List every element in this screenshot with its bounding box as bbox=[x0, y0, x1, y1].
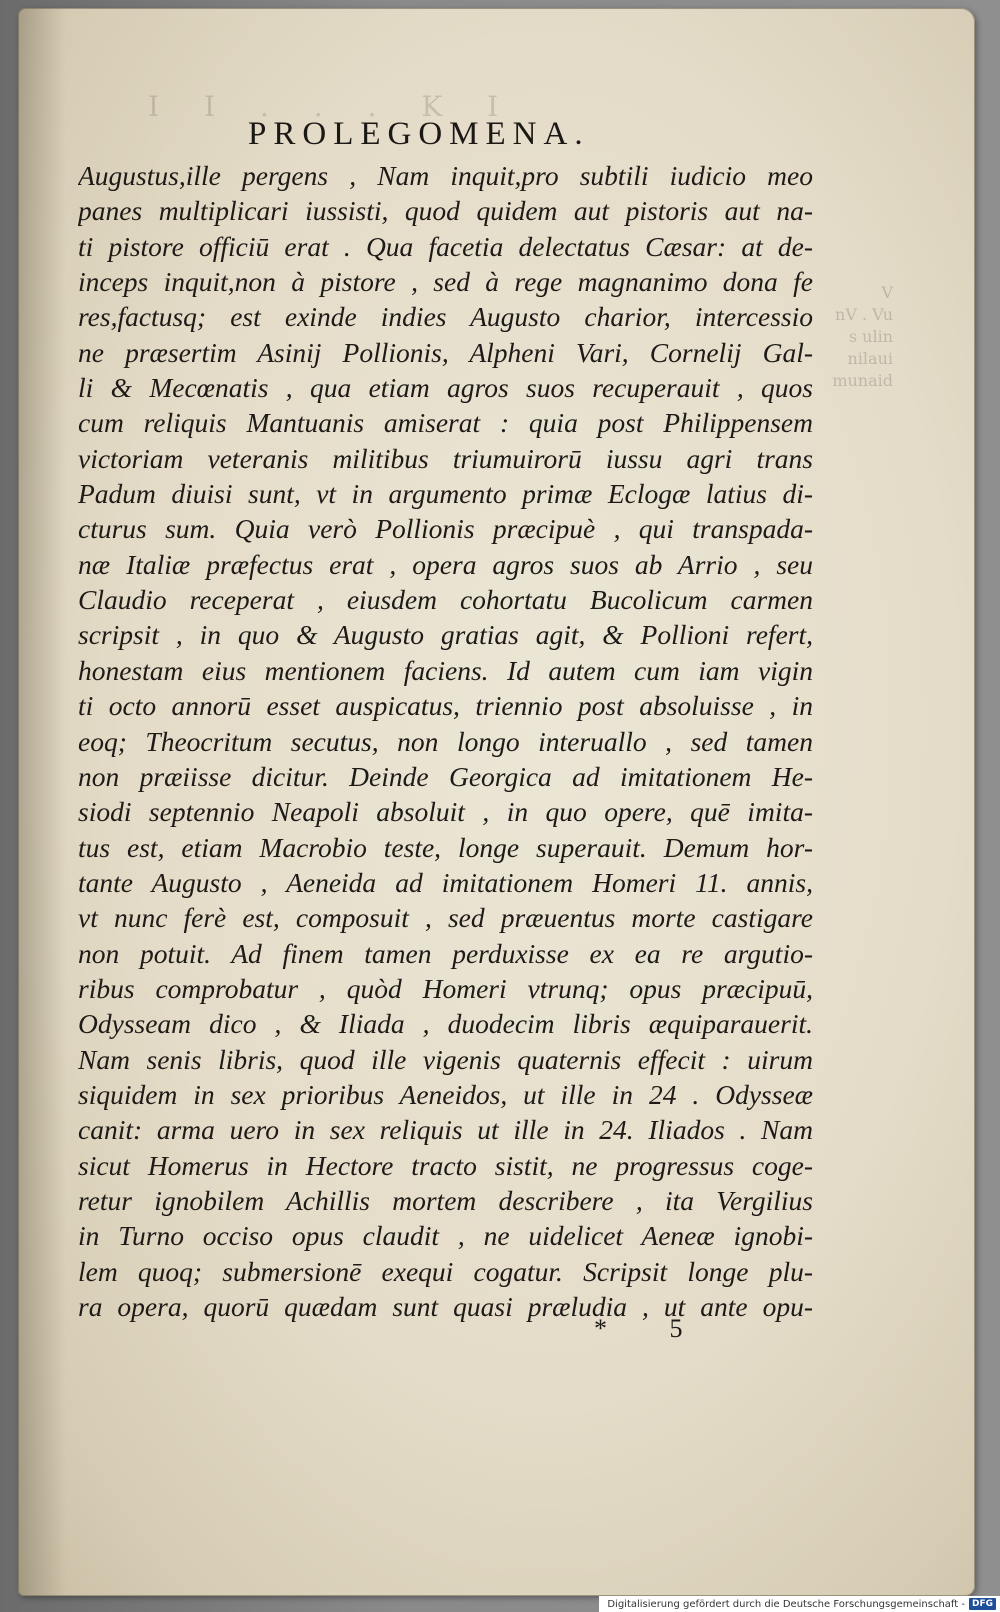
text-line: canit: arma uero in sex reliquis ut ille in 24. Iliados . Nam bbox=[78, 1114, 813, 1146]
text-line: ti pistore officiū erat . Qua facetia delectatus Cæsar: at de- bbox=[78, 230, 813, 262]
text-line: in Turno occiso opus claudit , ne uidelicet Aeneæ ignobi- bbox=[78, 1220, 813, 1252]
text-line: sicut Homerus in Hectore tracto sistit, ne progressus coge- bbox=[78, 1149, 813, 1181]
text-line: siodi septennio Neapoli absoluit , in quo opere, quē imita- bbox=[78, 796, 813, 828]
book-page bbox=[18, 8, 975, 1596]
text-line: eoq; Theocritum secutus, non longo interuallo , sed tamen bbox=[78, 725, 813, 757]
text-line: Claudio receperat , eiusdem cohortatu Bucolicum carmen bbox=[78, 584, 813, 616]
bleed-through-top: I I . . . K I bbox=[148, 90, 517, 123]
bleed-line: munaid bbox=[832, 371, 893, 390]
digitization-credit-bar bbox=[599, 1596, 1000, 1612]
running-head: PROLEGOMENA. bbox=[248, 116, 590, 152]
text-line: panes multiplicari iussisti, quod quidem aut pistoris aut na- bbox=[78, 195, 813, 227]
text-line: ra opera, quorū quædam sunt quasi præludia , ut ante opu- bbox=[78, 1291, 813, 1322]
text-line: vt nunc ferè est, composuit , sed præuentus morte castigare bbox=[78, 902, 813, 934]
text-line: ribus comprobatur , quòd Homeri vtrunq; opus præcipuū, bbox=[78, 972, 813, 1004]
text-line: retur ignobilem Achillis mortem describere , ita Vergilius bbox=[78, 1184, 813, 1216]
text-block bbox=[78, 158, 813, 1324]
text-line: lem quoq; submersionē exequi cogatur. Scripsit longe plu- bbox=[78, 1255, 813, 1287]
text-line: non præiisse dicitur. Deinde Georgica ad imitationem He- bbox=[78, 760, 813, 792]
text-line: res,factusq; est exinde indies Augusto charior, intercessio bbox=[78, 301, 813, 333]
text-line: scripsit , in quo & Augusto gratias agit, & Pollioni refert, bbox=[78, 619, 813, 651]
text-line: non potuit. Ad finem tamen perduxisse ex ea re argutio- bbox=[78, 937, 813, 969]
text-line: honestam eius mentionem faciens. Id autem cum iam vigin bbox=[78, 654, 813, 686]
text-line: Nam senis libris, quod ille vigenis quaternis effecit : uirum bbox=[78, 1043, 813, 1075]
text-line: tante Augusto , Aeneida ad imitationem Homeri 11. annis, bbox=[78, 866, 813, 898]
text-line: Padum diuisi sunt, vt in argumento primæ Eclogæ latius di- bbox=[78, 478, 813, 510]
text-line: inceps inquit,non à pistore , sed à rege magnanimo dona fe bbox=[78, 266, 813, 298]
bleed-line: nV . Vu bbox=[835, 305, 893, 324]
digitization-credit: Digitalisierung gefördert durch die Deutsche Forschungsgemeinschaft - bbox=[607, 1598, 965, 1610]
bleed-through-right bbox=[813, 282, 893, 392]
bleed-line: V bbox=[881, 283, 893, 302]
text-line: victoriam veteranis militibus triumuirorū iussu agri trans bbox=[78, 442, 813, 474]
text-line: ne præsertim Asinij Pollionis, Alpheni Vari, Cornelij Gal- bbox=[78, 336, 813, 368]
text-line: cum reliquis Mantuanis amiserat : quia post Philippensem bbox=[78, 407, 813, 439]
text-line: cturus sum. Quia verò Pollionis præcipuè , qui transpada- bbox=[78, 513, 813, 545]
bleed-line: nilaui bbox=[847, 349, 893, 368]
text-line: Augustus,ille pergens , Nam inquit,pro subtili iudicio meo bbox=[78, 160, 813, 191]
text-line: siquidem in sex prioribus Aeneidos, ut ille in 24 . Odysseæ bbox=[78, 1078, 813, 1110]
dfg-logo-icon: DFG bbox=[969, 1598, 996, 1610]
text-line: næ Italiæ præfectus erat , opera agros suos ab Arrio , seu bbox=[78, 548, 813, 580]
signature-mark: * 5 bbox=[594, 1314, 711, 1343]
text-line: tus est, etiam Macrobio teste, longe superauit. Demum hor- bbox=[78, 831, 813, 863]
text-line: ti octo annorū esset auspicatus, triennio post absoluisse , in bbox=[78, 690, 813, 722]
bleed-line: s ulin bbox=[848, 327, 893, 346]
text-line: li & Mecœnatis , qua etiam agros suos recuperauit , quos bbox=[78, 372, 813, 404]
text-line: Odysseam dico , & Iliada , duodecim libris æquiparauerit. bbox=[78, 1008, 813, 1040]
